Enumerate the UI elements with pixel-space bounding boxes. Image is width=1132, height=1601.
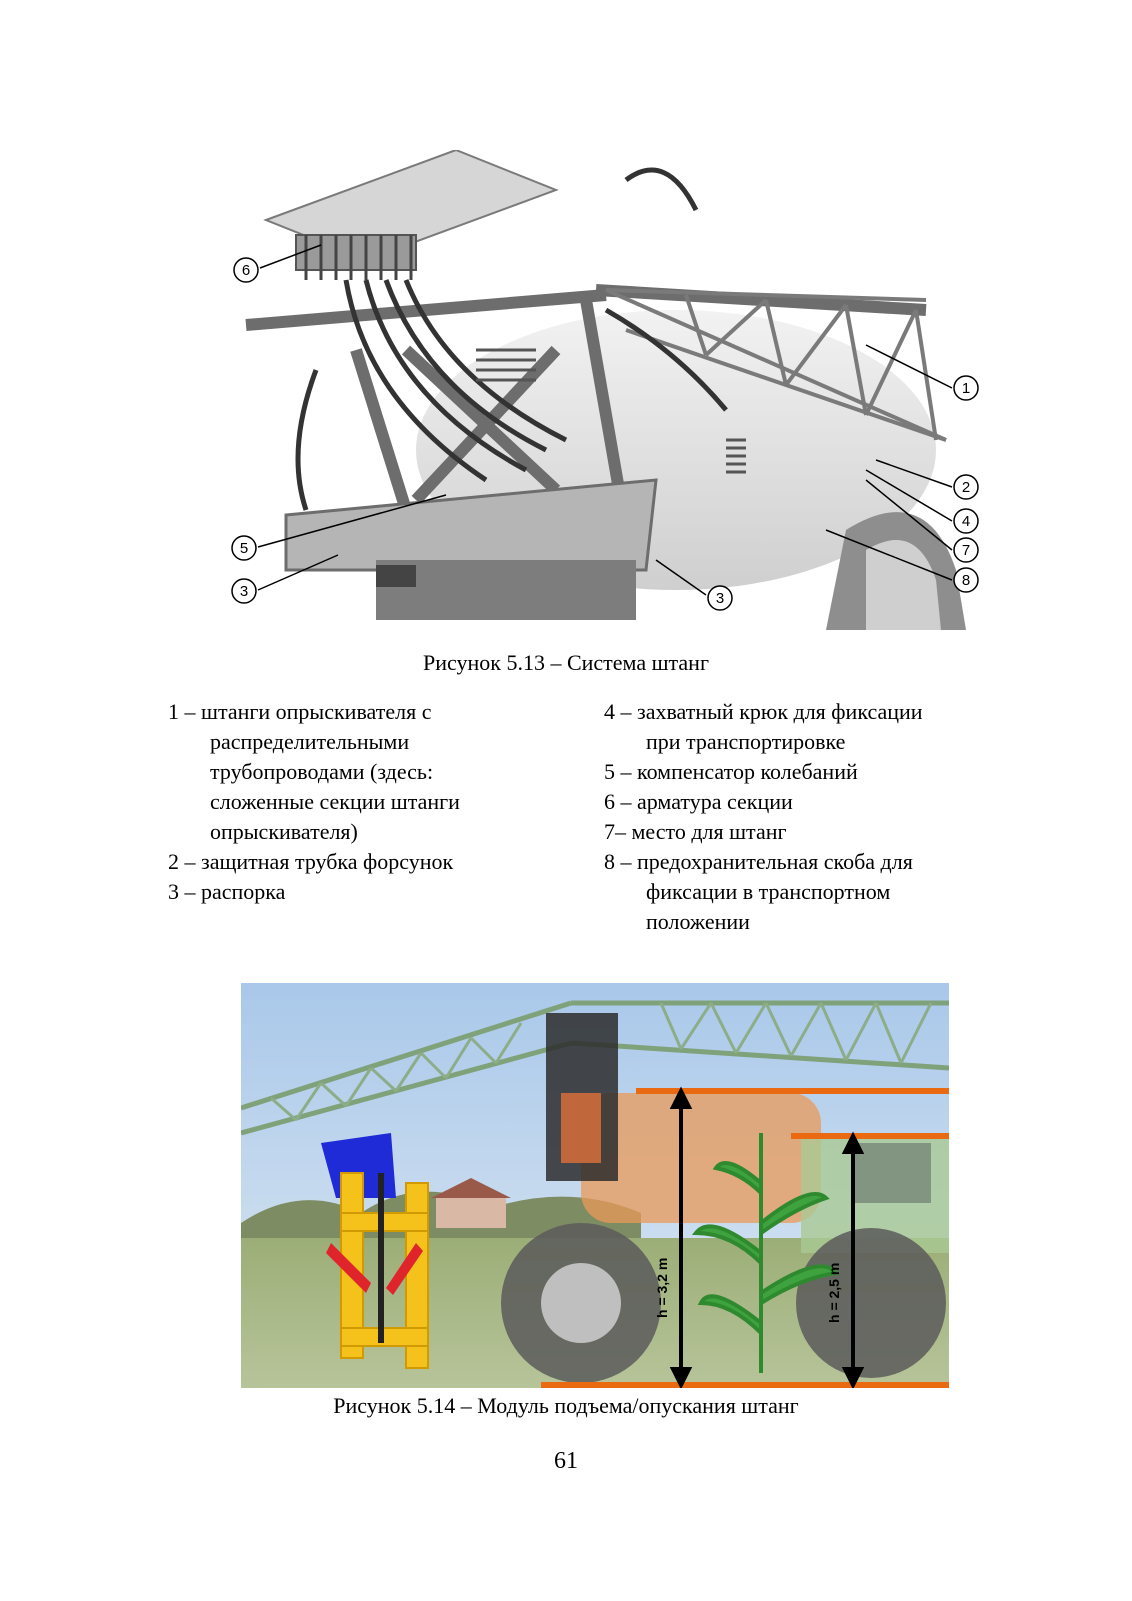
legend-item-5: 5 – компенсатор колебаний bbox=[604, 759, 858, 784]
lifting-module-photo bbox=[241, 983, 949, 1388]
height-label-2-5m: h = 2,5 m bbox=[826, 1262, 842, 1323]
legend-item-8: 8 – предохранительная скоба для bbox=[604, 849, 913, 874]
height-label-3-2m: h = 3,2 m bbox=[654, 1257, 670, 1318]
svg-text:5: 5 bbox=[239, 540, 249, 557]
page-number: 61 bbox=[554, 1448, 578, 1474]
legend-item-8-cont: фиксации в транспортном bbox=[646, 879, 891, 904]
callout-5 bbox=[232, 536, 256, 560]
boom-system-photo bbox=[226, 150, 986, 630]
svg-text:6: 6 bbox=[241, 262, 251, 279]
legend-item-7: 7– место для штанг bbox=[604, 819, 787, 844]
legend-item-6: 6 – арматура секции bbox=[604, 789, 793, 814]
legend-item-1-cont: опрыскивателя) bbox=[210, 819, 358, 844]
legend-item-1-cont: сложенные секции штанги bbox=[210, 789, 460, 814]
svg-text:3: 3 bbox=[239, 583, 249, 600]
legend-item-8-cont: положении bbox=[646, 909, 750, 934]
svg-text:3: 3 bbox=[715, 590, 725, 607]
legend-item-4: 4 – захватный крюк для фиксации bbox=[604, 699, 923, 724]
svg-text:7: 7 bbox=[961, 542, 971, 559]
svg-text:1: 1 bbox=[961, 380, 971, 397]
legend-item-1-cont: трубопроводами (здесь: bbox=[210, 759, 434, 784]
legend-left bbox=[168, 697, 460, 907]
legend-item-3: 3 – распорка bbox=[168, 879, 286, 904]
figure-5-14-caption: Рисунок 5.14 – Модуль подъема/опускания штанг bbox=[333, 1393, 799, 1418]
callout-7 bbox=[954, 538, 978, 562]
legend-right bbox=[604, 697, 923, 937]
callout-2 bbox=[954, 475, 978, 499]
svg-text:4: 4 bbox=[961, 513, 971, 530]
legend-item-1-cont: распределительными bbox=[210, 729, 410, 754]
legend-item-2: 2 – защитная трубка форсунок bbox=[168, 849, 454, 874]
svg-text:8: 8 bbox=[961, 572, 971, 589]
callout-1 bbox=[954, 376, 978, 400]
callout-4 bbox=[954, 509, 978, 533]
legend-item-4-cont: при транспортировке bbox=[646, 729, 846, 754]
svg-text:2: 2 bbox=[961, 479, 971, 496]
legend-item-1: 1 – штанги опрыскивателя с bbox=[168, 699, 432, 724]
callout-3-right bbox=[708, 586, 732, 610]
callout-8 bbox=[954, 568, 978, 592]
figure-5-13-caption: Рисунок 5.13 – Система штанг bbox=[423, 650, 709, 675]
callout-3-left bbox=[232, 579, 256, 603]
callout-6 bbox=[234, 258, 258, 282]
